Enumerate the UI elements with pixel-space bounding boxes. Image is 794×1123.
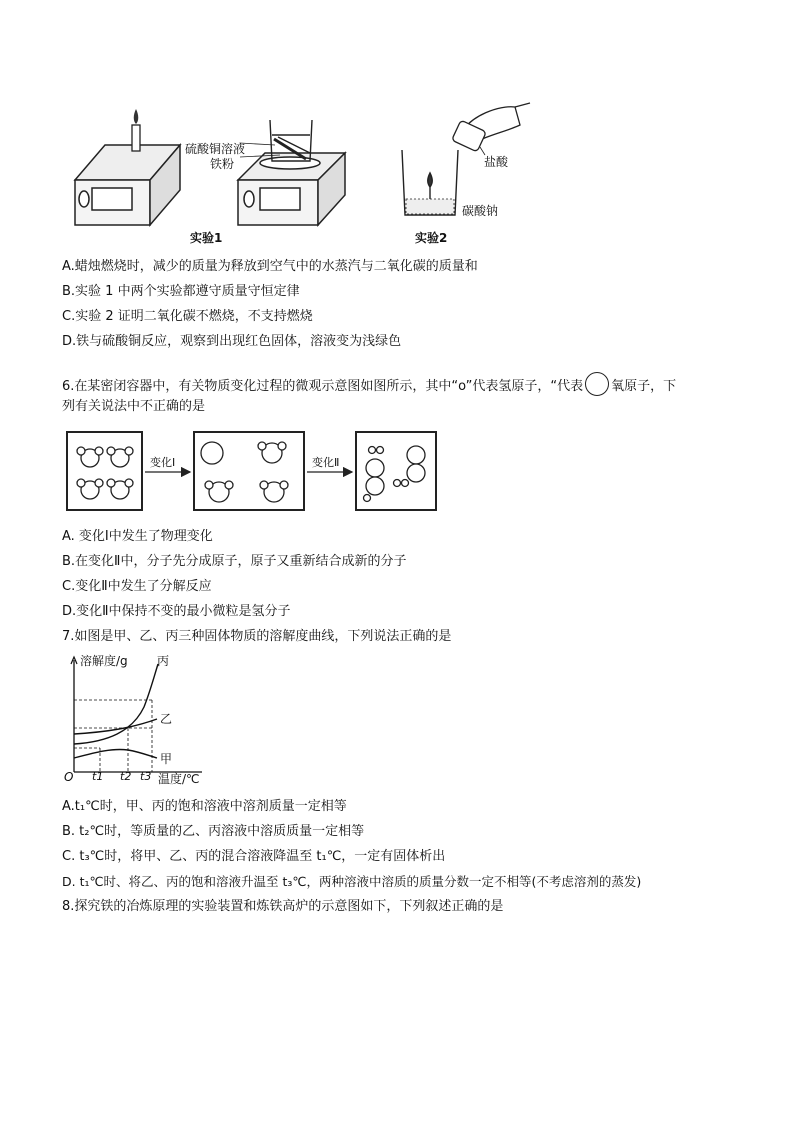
q6-option-b: B.在变化Ⅱ中，分子先分成原子，原子又重新结合成新的分子 — [62, 554, 407, 569]
q5-option-c: C.实验 2 证明二氧化碳不燃烧，不支持燃烧 — [62, 309, 313, 324]
q6-option-a: A. 变化Ⅰ中发生了物理变化 — [62, 529, 213, 544]
q7-stem: 7.如图是甲、乙、丙三种固体物质的溶解度曲线，下列说法正确的是 — [62, 629, 452, 644]
particle-diagram — [62, 428, 442, 516]
curve-yi — [74, 719, 157, 734]
label-cuso4: 硫酸铜溶液 — [185, 142, 246, 156]
label-hcl: 盐酸 — [484, 155, 509, 169]
q6-option-d: D.变化Ⅱ中保持不变的最小微粒是氢分子 — [62, 604, 291, 619]
experiment-drawing — [60, 95, 540, 250]
series-label-bing: 丙 — [157, 654, 170, 668]
q6-option-c: C.变化Ⅱ中发生了分解反应 — [62, 579, 212, 594]
q6-stem-line2: 列有关说法中不正确的是 — [62, 399, 206, 414]
label-na2co3: 碳酸钠 — [462, 204, 499, 218]
q6-stem-part1: 6.在某密闭容器中，有关物质变化过程的微观示意图如图所示，其中“o”代表氢原子，“代表 — [62, 379, 584, 394]
q7-option-c: C. t₃℃时，将甲、乙、丙的混合溶液降温至 t₁℃，一定有固体析出 — [62, 849, 446, 864]
caption-exp1: 实验1 — [190, 231, 223, 245]
experiment-figure — [60, 95, 540, 250]
caption-exp2: 实验2 — [415, 231, 448, 245]
curve-bing — [74, 664, 158, 744]
particle-drawing — [62, 428, 442, 516]
beaker-na2co3 — [402, 150, 458, 215]
pouring-hand — [452, 103, 530, 152]
tick-t3: t3 — [140, 770, 152, 783]
chart-ylabel: 溶解度/g — [80, 654, 128, 668]
q5-option-b: B.实验 1 中两个实验都遵守质量守恒定律 — [62, 284, 300, 299]
q8-stem: 8.探究铁的冶炼原理的实验装置和炼铁高炉的示意图如下，下列叙述正确的是 — [62, 899, 504, 914]
tick-t1: t1 — [92, 770, 104, 783]
label-fe: 铁粉 — [210, 157, 235, 171]
chart-origin: O — [64, 770, 74, 784]
solubility-svg — [62, 652, 212, 784]
solubility-chart — [62, 652, 212, 784]
q5-option-a: A.蜡烛燃烧时，减少的质量为释放到空气中的水蒸汽与二氧化碳的质量和 — [62, 259, 478, 274]
scale-1 — [75, 145, 180, 225]
tick-t2: t2 — [120, 770, 132, 783]
q5-option-d: D.铁与硫酸铜反应，观察到出现红色固体，溶液变为浅绿色 — [62, 334, 402, 349]
change-1-label: 变化Ⅰ — [150, 456, 176, 469]
q7-option-a: A.t₁℃时，甲、丙的饱和溶液中溶剂质量一定相等 — [62, 799, 347, 814]
oxygen-atom-icon — [585, 372, 609, 396]
series-label-jia: 甲 — [160, 752, 173, 766]
candle — [132, 109, 140, 151]
scale-2 — [238, 153, 345, 225]
q7-option-b: B. t₂℃时，等质量的乙、丙溶液中溶质质量一定相等 — [62, 824, 365, 839]
q7-option-d: D. t₁℃时、将乙、丙的饱和溶液升温至 t₃℃，两种溶液中溶质的质量分数一定不相等(不考虑溶剂的蒸发) — [62, 874, 642, 889]
curve-jia — [74, 749, 157, 758]
series-label-yi: 乙 — [160, 712, 173, 726]
q6-stem-line1 — [62, 372, 676, 396]
q6-stem-part2: 氧原子，下 — [611, 379, 677, 394]
chart-xlabel: 温度/℃ — [158, 772, 200, 786]
change-2-label: 变化Ⅱ — [312, 456, 340, 469]
